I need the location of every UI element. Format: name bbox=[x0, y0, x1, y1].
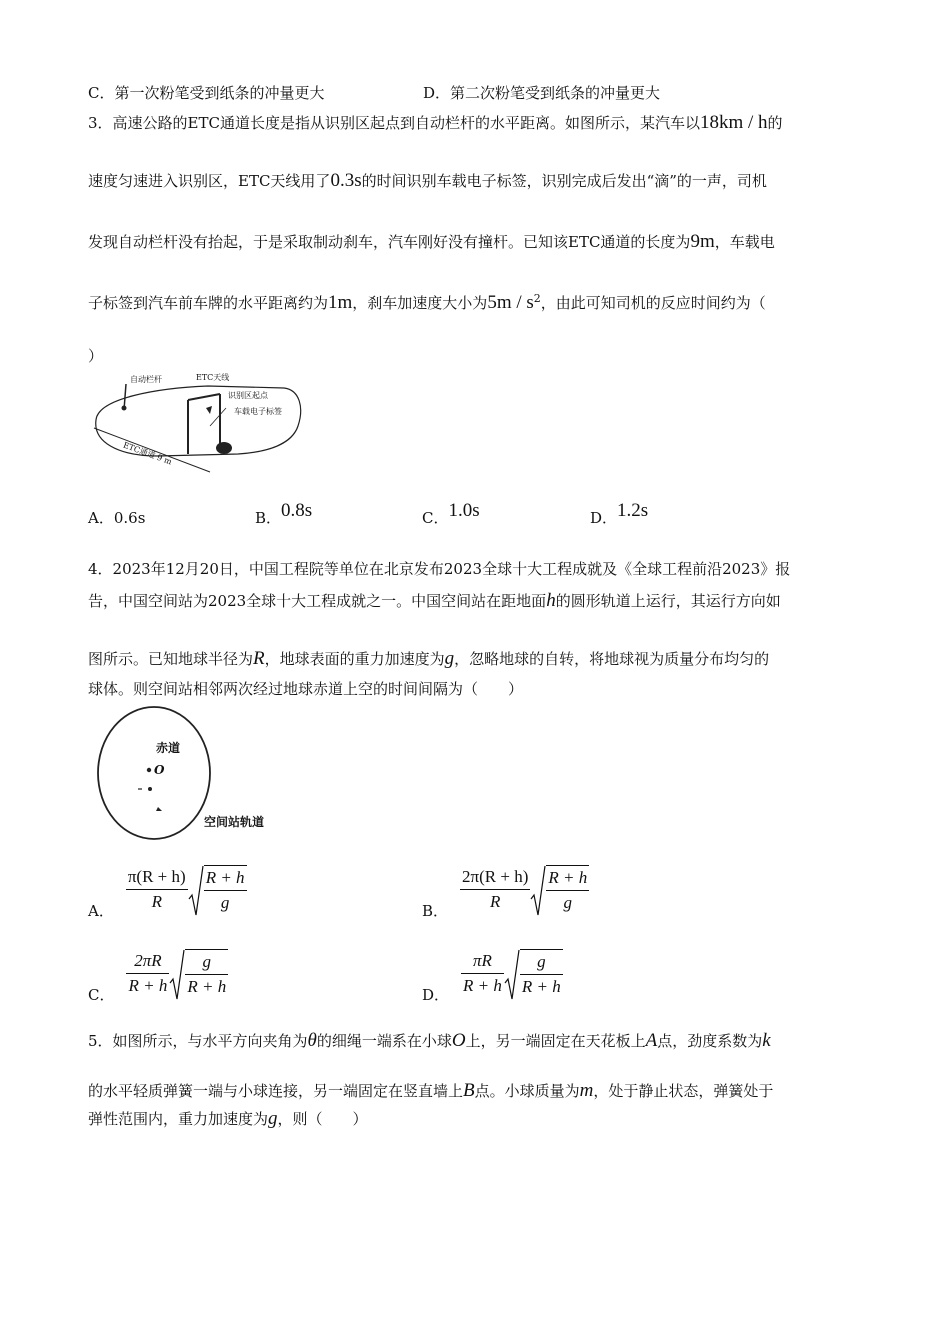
q5-line-2 bbox=[88, 1080, 773, 1102]
fraction bbox=[204, 866, 247, 915]
q4-h: h bbox=[546, 590, 556, 611]
q3-option-a bbox=[88, 507, 145, 528]
q5-g: g bbox=[268, 1108, 278, 1129]
label-start: 识别区起点 bbox=[228, 391, 268, 400]
q4-line-1: 4．2023年12月20日，中国工程院等单位在北京发布2023全球十大工程成就及《全球工程前沿2023》报 bbox=[88, 560, 791, 578]
numerator: πR bbox=[461, 949, 504, 974]
q4-R: R bbox=[253, 648, 265, 669]
q4-option-a bbox=[88, 858, 247, 921]
numerator: g bbox=[185, 950, 228, 975]
q5-line-1 bbox=[88, 1030, 771, 1052]
denominator: R + h bbox=[521, 976, 561, 996]
label-equator: 赤道 bbox=[156, 741, 181, 755]
q5-text: 的水平轻质弹簧一端与小球连接，另一端固定在竖直墙上 bbox=[88, 1082, 464, 1100]
numerator: π(R + h) bbox=[126, 865, 188, 890]
label-tag: 车载电子标签 bbox=[234, 407, 282, 416]
q5-theta: θ bbox=[307, 1030, 317, 1051]
denominator: R bbox=[151, 892, 162, 911]
q3-line-3 bbox=[88, 231, 775, 253]
denominator: R + h bbox=[463, 976, 502, 995]
numerator: 2πR bbox=[126, 949, 169, 974]
q3-text: 子标签到汽车前车牌的水平距离约为 bbox=[88, 294, 329, 312]
option-label: A． bbox=[88, 509, 114, 527]
numerator: 2π(R + h) bbox=[460, 865, 530, 890]
q3-length: 9m bbox=[690, 231, 715, 252]
q3-time: 0.3s bbox=[330, 170, 362, 191]
option-label: A． bbox=[88, 902, 114, 920]
denominator: R bbox=[490, 892, 501, 911]
denominator: R + h bbox=[187, 976, 227, 996]
q4-option-b bbox=[422, 858, 589, 921]
q3-line-2 bbox=[88, 170, 767, 192]
q3-line-5: ） bbox=[88, 347, 104, 365]
option-value: 1.2s bbox=[617, 500, 649, 521]
q3-text: 的时间识别车载电子标签，识别完成后发出“滴”的一声，司机 bbox=[361, 172, 767, 190]
square-root bbox=[504, 949, 563, 999]
q5-text: 的细绳一端系在小球 bbox=[316, 1032, 452, 1050]
option-label: C． bbox=[422, 509, 449, 527]
q4-text: ，地球表面的重力加速度为 bbox=[264, 650, 445, 668]
radical-sign-icon bbox=[188, 865, 204, 919]
fraction bbox=[546, 866, 589, 915]
q4-line-2 bbox=[88, 590, 781, 612]
label-barrier: 自动栏杆 bbox=[130, 375, 162, 384]
etc-figure bbox=[88, 368, 308, 478]
q5-text: ，处于静止状态，弹簧处于 bbox=[593, 1082, 774, 1100]
q5-B: B bbox=[463, 1080, 475, 1101]
label-orbit: 空间站轨道 bbox=[204, 815, 265, 829]
q5-k: k bbox=[762, 1030, 771, 1051]
q5-text: 5．如图所示，与水平方向夹角为 bbox=[88, 1032, 308, 1050]
option-value: 0.8s bbox=[281, 500, 313, 521]
q3-dist: 1m bbox=[328, 292, 353, 313]
q3-accel-exp: 2 bbox=[533, 292, 541, 305]
q3-line-4 bbox=[88, 292, 766, 314]
numerator: g bbox=[520, 950, 563, 975]
q3-option-d bbox=[590, 500, 649, 527]
q5-line-3 bbox=[88, 1108, 368, 1130]
q5-text: 上，另一端固定在天花板上 bbox=[465, 1032, 646, 1050]
q3-line-1 bbox=[88, 112, 783, 134]
q5-A: A bbox=[645, 1030, 658, 1051]
q5-O: O bbox=[451, 1030, 466, 1051]
q4-g: g bbox=[444, 648, 455, 669]
q5-text: ，则（ ） bbox=[277, 1110, 368, 1128]
denominator: g bbox=[563, 892, 573, 912]
q3-option-b bbox=[255, 500, 313, 527]
option-label: D． bbox=[590, 509, 618, 527]
square-root bbox=[188, 865, 247, 915]
q4-option-c bbox=[88, 942, 228, 1005]
q5-text: 点，劲度系数为 bbox=[657, 1032, 763, 1050]
numerator: R + h bbox=[546, 866, 589, 891]
label-O: O bbox=[154, 763, 165, 777]
q4-line-4: 球体。则空间站相邻两次经过地球赤道上空的时间间隔为（ ） bbox=[88, 680, 524, 698]
etc-figure-drawing bbox=[88, 368, 308, 478]
q4-text: ，忽略地球的自转，将地球视为质量分布均匀的 bbox=[454, 650, 770, 668]
q5-text: 点。小球质量为 bbox=[474, 1082, 580, 1100]
q4-line-3 bbox=[88, 648, 769, 670]
option-label: B． bbox=[422, 902, 449, 920]
option-label: B． bbox=[255, 509, 282, 527]
label-channel: ETC通道 9 m bbox=[122, 440, 174, 467]
numerator: R + h bbox=[204, 866, 247, 891]
q3-text: 的 bbox=[767, 114, 783, 132]
q3-text: 发现自动栏杆没有抬起，于是采取制动刹车，汽车刚好没有撞杆。已知该ETC通道的长度为 bbox=[88, 233, 691, 251]
fraction bbox=[126, 865, 188, 914]
q3-text: ，车载电 bbox=[714, 233, 775, 251]
q3-text: 速度匀速进入识别区，ETC天线用了 bbox=[88, 172, 331, 190]
q4-text: 告，中国空间站为2023全球十大工程成就之一。中国空间站在距地面 bbox=[88, 592, 547, 610]
q4-text: 图所示。已知地球半径为 bbox=[88, 650, 254, 668]
fraction bbox=[126, 949, 169, 998]
fraction bbox=[185, 950, 228, 999]
square-root bbox=[530, 865, 589, 915]
fraction bbox=[520, 950, 563, 999]
square-root bbox=[169, 949, 228, 999]
fraction bbox=[461, 949, 504, 998]
q2-option-d: D．第二次粉笔受到纸条的冲量更大 bbox=[423, 84, 661, 102]
q3-speed: 18km / h bbox=[699, 112, 768, 133]
q3-option-c bbox=[422, 500, 480, 527]
denominator: g bbox=[220, 892, 230, 912]
denominator: R + h bbox=[128, 976, 168, 995]
q5-text: 弹性范围内，重力加速度为 bbox=[88, 1110, 269, 1128]
q2-option-c: C．第一次粉笔受到纸条的冲量更大 bbox=[88, 84, 325, 102]
q5-m: m bbox=[579, 1080, 594, 1101]
radical-sign-icon bbox=[169, 949, 185, 1003]
option-value: 0.6s bbox=[113, 509, 146, 527]
q3-accel: 5m / s bbox=[487, 292, 534, 313]
orbit-figure bbox=[92, 703, 282, 843]
label-antenna: ETC天线 bbox=[196, 373, 230, 382]
q3-text: ，刹车加速度大小为 bbox=[352, 294, 488, 312]
option-label: C． bbox=[88, 986, 115, 1004]
radical-sign-icon bbox=[530, 865, 546, 919]
option-value: 1.0s bbox=[448, 500, 480, 521]
fraction bbox=[460, 865, 530, 914]
radical-sign-icon bbox=[504, 949, 520, 1003]
q3-text: ，由此可知司机的反应时间约为（ bbox=[540, 294, 766, 312]
q4-option-d bbox=[422, 942, 563, 1005]
q3-text: 3．高速公路的ETC通道长度是指从识别区起点到自动栏杆的水平距离。如图所示，某汽车以 bbox=[88, 114, 700, 132]
option-label: D． bbox=[422, 986, 450, 1004]
q4-text: 的圆形轨道上运行，其运行方向如 bbox=[555, 592, 781, 610]
